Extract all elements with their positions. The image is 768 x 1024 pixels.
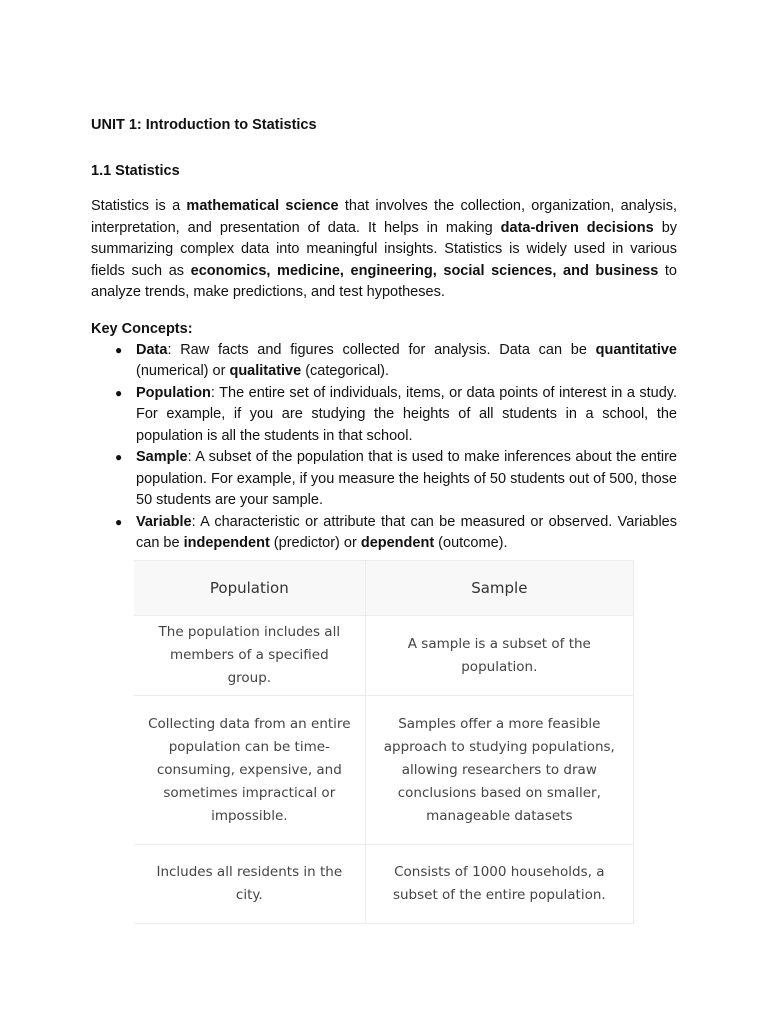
key-concepts-list xyxy=(91,340,677,555)
concept-definition: : A subset of the population that is used to make inferences about the entire population. For example, if you measure the heights of 50 students out of 500, those 50 students are your sample. xyxy=(136,449,677,508)
concept-term: Sample xyxy=(136,449,188,465)
intro-bold-term: mathematical science xyxy=(186,198,339,214)
section-title: 1.1 Statistics xyxy=(91,163,180,179)
table-header-sample: Sample xyxy=(365,561,633,616)
concept-text xyxy=(136,449,677,508)
table-row xyxy=(134,696,634,845)
table-cell-sample: A sample is a subset of the population. xyxy=(365,616,633,696)
intro-text: that involves the collection, organization, analysis, interpretation, and presentation of data. It helps in making xyxy=(91,198,677,236)
population-vs-sample-table xyxy=(134,560,634,924)
table-cell-population: The population includes all members of a specified group. xyxy=(134,616,365,696)
concept-definition: (outcome). xyxy=(434,535,508,551)
concept-definition: : The entire set of individuals, items, or data points of interest in a study. For example, if you are studying the heights of all students in a school, the population is all the students in that school. xyxy=(136,384,677,444)
intro-text: by summarizing complex data into meaningful insights. Statistics is widely used in various fields such as xyxy=(91,219,678,279)
concept-bold-term: qualitative xyxy=(229,363,302,379)
table-cell-sample: Consists of 1000 households, a subset of the entire population. xyxy=(365,845,633,924)
table-header-population: Population xyxy=(134,561,365,616)
concept-term: Data xyxy=(136,341,168,358)
intro-paragraph xyxy=(91,196,677,304)
concept-definition: : A characteristic or attribute that can be measured or observed. Variables can be xyxy=(136,513,677,551)
key-concepts-label: Key Concepts: xyxy=(91,320,193,337)
concept-text xyxy=(136,514,677,552)
concept-item-variable xyxy=(91,512,677,555)
intro-bold-term: economics, medicine, engineering, social sciences, and business xyxy=(190,262,659,279)
table-row xyxy=(134,616,634,696)
bullet-icon: ● xyxy=(115,450,123,464)
document-body xyxy=(91,114,677,555)
table-cell-population: Collecting data from an entire population can be time-consuming, expensive, and sometimes impractical or impossible. xyxy=(134,696,365,845)
table-cell-sample: Samples offer a more feasible approach to studying populations, allowing researchers to draw conclusions based on smaller, manageable datasets xyxy=(365,696,633,845)
bullet-icon: ● xyxy=(115,385,123,400)
concept-definition: (categorical). xyxy=(301,363,390,379)
table-header-row xyxy=(134,561,634,616)
table-cell-population: Includes all residents in the city. xyxy=(134,845,365,924)
concept-definition: (numerical) or xyxy=(136,363,230,379)
intro-text: to analyze trends, make predictions, and test hypotheses. xyxy=(91,262,677,300)
concept-definition: (predictor) or xyxy=(269,535,361,551)
concept-text xyxy=(136,385,677,444)
table-row xyxy=(134,845,634,924)
concept-item-data xyxy=(91,340,677,383)
concept-text xyxy=(136,342,677,380)
concept-definition: : Raw facts and figures collected for analysis. Data can be xyxy=(167,341,596,358)
concept-term: Variable xyxy=(136,513,192,530)
concept-term: Population xyxy=(136,384,211,401)
concept-item-sample xyxy=(91,447,677,512)
intro-bold-term: data-driven decisions xyxy=(500,219,654,236)
unit-title: UNIT 1: Introduction to Statistics xyxy=(91,117,317,133)
intro-text: Statistics is a xyxy=(91,198,187,214)
concept-bold-term: quantitative xyxy=(595,341,677,358)
concept-item-population xyxy=(91,383,677,448)
concept-bold-term: independent xyxy=(183,535,270,551)
bullet-icon: ● xyxy=(115,342,123,357)
concept-bold-term: dependent xyxy=(360,535,435,551)
bullet-icon: ● xyxy=(115,514,123,529)
